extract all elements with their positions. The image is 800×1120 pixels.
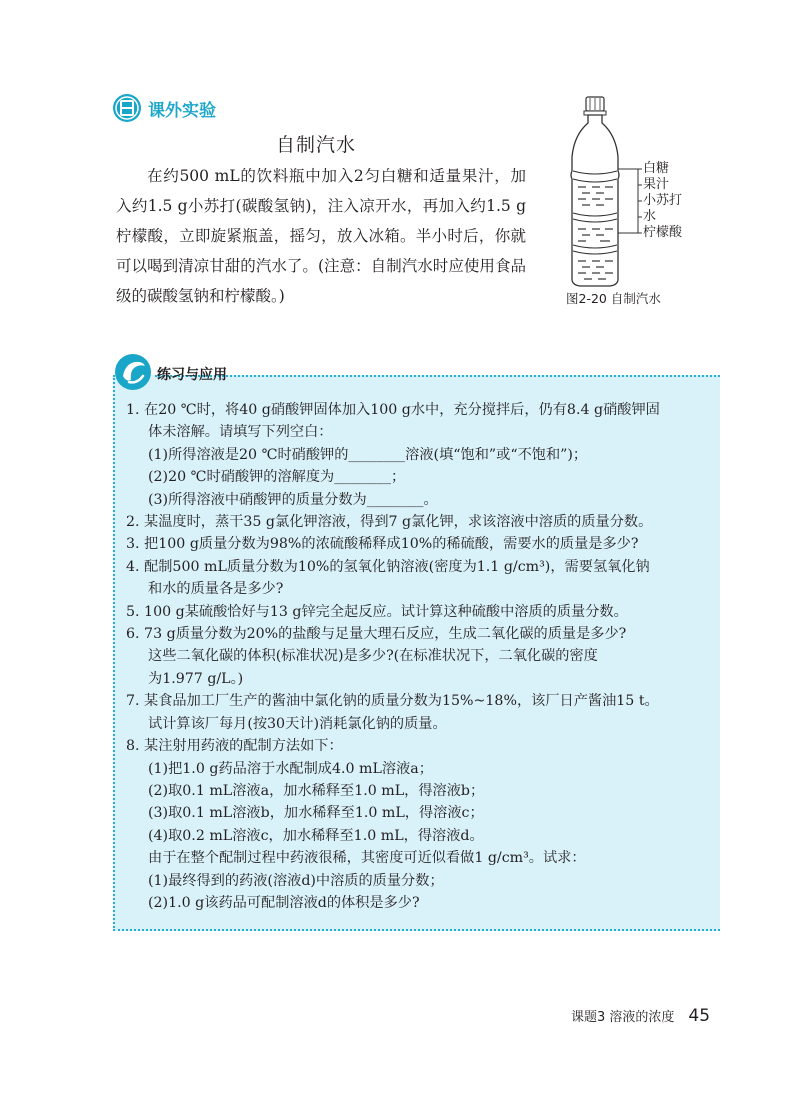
bottle-label: 小苏打 [643,193,683,208]
exercise-line: 8. 某注射用药液的配制方法如下： [126,738,343,755]
exercise-line: 3. 把100 g质量分数为98%的浓硫酸稀释成10%的稀硫酸，需要水的质量是多少? [126,536,639,553]
exercise-line: 2. 某温度时，蒸干35 g氯化钾溶液，得到7 g氯化钾，求该溶液中溶质的质量分数。 [126,514,653,531]
bottle-label: 果汁 [643,177,670,192]
experiment-section-icon [112,93,142,123]
page-number: 45 [688,1006,711,1026]
exercises-section-label: 练习与应用 [157,367,227,383]
exercise-line: (1)把1.0 g药品溶于水配制成4.0 mL溶液a； [148,760,433,777]
exercises-section-icon [113,352,153,392]
exercise-line: (1)所得溶液是20 ℃时硝酸钾的________溶液(填“饱和”或“不饱和”)； [148,446,588,463]
experiment-section-label: 课外实验 [148,100,216,121]
bottle-labels [643,161,682,241]
exercise-line: (2)20 ℃时硝酸钾的溶解度为________； [148,469,406,486]
exercise-line: 1. 在20 ℃时，将40 g硝酸钾固体加入100 g水中，充分搅拌后，仍有8.4 g硝酸钾固 [126,402,660,418]
exercise-line: 7. 某食品加工厂生产的酱油中氯化钠的质量分数为15%~18%，该厂日产酱油15 t。 [126,693,659,710]
experiment-title: 自制汽水 [276,134,357,156]
footer-topic: 课题3 溶液的浓度 [571,1010,675,1025]
exercise-line: 4. 配制500 mL质量分数为10%的氢氧化钠溶液(密度为1.1 g/cm³)，需要氢氧化钠 [126,558,650,575]
exercise-line: 体未溶解。请填写下列空白： [148,424,333,441]
exercise-line: (4)取0.2 mL溶液c，加水稀释至1.0 mL，得溶液d。 [148,827,484,844]
exercise-line: 为1.977 g/L。) [148,670,244,687]
exercise-line: (1)最终得到的药液(溶液d)中溶质的质量分数； [148,872,444,889]
figure-caption: 图2-20 自制汽水 [566,291,661,306]
bottle-label: 白糖 [643,161,670,176]
bottle-label: 柠檬酸 [643,225,683,240]
exercise-line: (3)取0.1 mL溶液b，加水稀释至1.0 mL，得溶液c； [148,805,484,822]
exercise-line: (3)所得溶液中硝酸钾的质量分数为________。 [148,491,438,508]
exercise-line: (2)1.0 g该药品可配制溶液d的体积是多少? [148,894,420,911]
exercise-line: 5. 100 g某硫酸恰好与13 g锌完全起反应。试计算这种硫酸中溶质的质量分数。 [126,603,628,620]
exercise-line: 和水的质量各是多少? [148,581,284,598]
page-footer [571,1006,710,1026]
experiment-header [112,93,216,123]
exercise-line: 这些二氧化碳的体积(标准状况)是多少?(在标准状况下，二氧化碳的密度 [148,648,598,665]
exercises-header [113,352,227,392]
exercise-line: 试计算该厂每月(按30天计)消耗氯化钠的质量。 [148,715,447,732]
experiment-paragraph: 在约500 mL的饮料瓶中加入2匀白糖和适量果汁，加入约1.5 g小苏打(碳酸氢钠)，注入凉开水，再加入约1.5 g柠檬酸，立即旋紧瓶盖，摇匀，放入冰箱。半小时后，你就可以喝到清凉甘甜的汽水了。(注意：自制汽水时应使用食品级的碳酸氢钠和柠檬酸。) [116,167,526,305]
exercise-line: (2)取0.1 mL溶液a，加水稀释至1.0 mL，得溶液b； [148,782,485,799]
bottle-label: 水 [643,209,657,224]
exercise-line: 由于在整个配制过程中药液很稀，其密度可近似看做1 g/cm³。试求： [148,850,586,867]
exercises-top-border [155,375,720,377]
exercise-line: 6. 73 g质量分数为20%的盐酸与足量大理石反应，生成二氧化碳的质量是多少? [126,626,627,643]
exercise-list [126,399,711,914]
